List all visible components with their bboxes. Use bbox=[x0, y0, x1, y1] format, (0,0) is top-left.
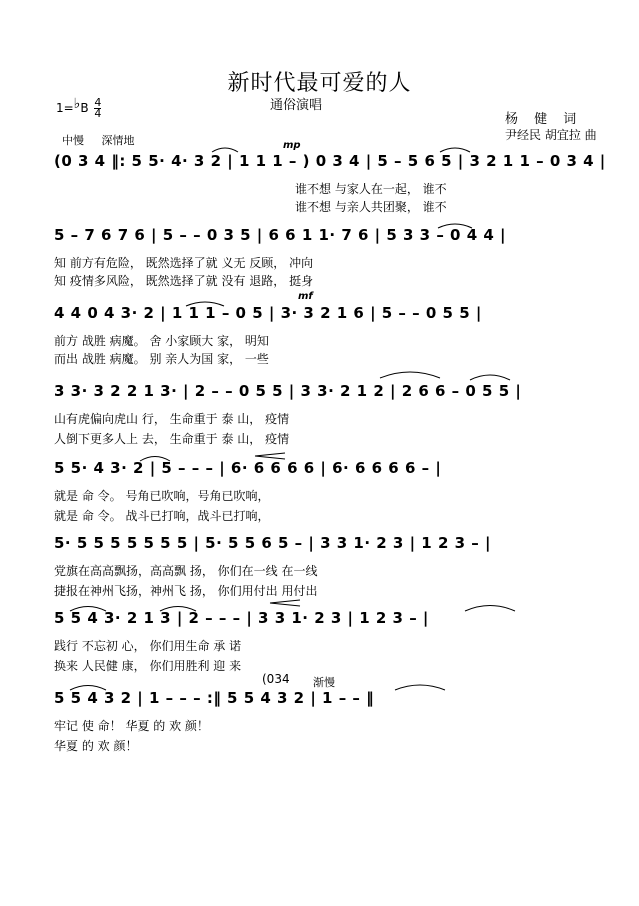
lyric-row-1-verse-2: 谁不想 与亲人共团聚， 谁不 bbox=[295, 200, 447, 214]
lyric-row-8-verse-2: 华夏 的 欢 颜！ bbox=[54, 739, 138, 753]
hairpin-row-4b bbox=[255, 456, 285, 459]
time-top: 4 bbox=[94, 96, 102, 109]
expression-text: 深情地 bbox=[101, 134, 135, 147]
slur-row-4 bbox=[380, 372, 440, 378]
hairpin-row-6b bbox=[270, 603, 300, 606]
lyric-row-1-verse-1: 谁不想 与家人在一起， 谁不 bbox=[295, 182, 447, 196]
tempo-text: 中慢 bbox=[62, 134, 84, 147]
notation-row-5: 5 5· 4 3· 2 | 5 – – – | 6· 6 6 6 6 | 6· 6 6 6 6 – | bbox=[54, 459, 442, 477]
lyric-row-2-verse-2: 知 疫情多风险， 既然选择了就 没有 退路， 挺身 bbox=[54, 274, 314, 288]
flat-symbol: ♭ bbox=[73, 96, 81, 112]
lyric-row-7-verse-2: 换来 人民健 康， 你们用胜利 迎 来 bbox=[54, 659, 242, 673]
slur-row-7 bbox=[70, 607, 106, 612]
lyric-row-7-verse-1: 践行 不忘初 心， 你们用生命 承 诺 bbox=[54, 639, 242, 653]
key-prefix: 1= bbox=[56, 101, 74, 115]
slur-row-4b bbox=[470, 375, 510, 380]
lyric-row-3-verse-1: 前方 战胜 病魔。 舍 小家顾大 家， 明知 bbox=[54, 334, 269, 348]
dynamic-mark-mf: mf bbox=[298, 291, 313, 302]
tempo-change-marking: 渐慢 bbox=[313, 676, 335, 689]
slur-row-2 bbox=[438, 224, 472, 228]
lyric-row-6-verse-2: 捷报在神州飞扬，神州飞 扬， 你们用付出 用付出 bbox=[54, 584, 318, 598]
notation-row-7: 5 5 4 3· 2 1 3 | 2 – – – | 3 3 1· 2 3 | 1 2 3 – | bbox=[54, 609, 429, 627]
notation-row-8: 5 5 4 3 2 | 1 – – – :‖ 5 5 4 3 2 | 1 – – ‖ bbox=[54, 689, 375, 707]
lyric-row-4-verse-2: 人倒下更多人上 去， 生命重于 泰 山， 疫情 bbox=[54, 432, 290, 446]
slur-row-3 bbox=[186, 302, 224, 306]
slur-row-8 bbox=[70, 686, 106, 691]
lyric-row-5-verse-2: 就是 命 令。 战斗已打响，战斗已打响， bbox=[54, 509, 270, 523]
notation-row-2: 5 – 7 6 7 6 | 5 – – 0 3 5 | 6 6 1 1· 7 6 | 5 3 3 – 0 4 4 | bbox=[54, 226, 507, 244]
notation-row-4: 3 3· 3 2 2 1 3· | 2 – – 0 5 5 | 3 3· 2 1 2 | 2 6 6 – 0 5 5 | bbox=[54, 382, 522, 400]
lyric-row-6-verse-1: 党旗在高高飘扬，高高飘 扬， 你们在一线 在一线 bbox=[54, 564, 318, 578]
notation-row-6: 5· 5 5 5 5 5 5 5 | 5· 5 5 6 5 – | 3 3 1· 2 3 | 1 2 3 – | bbox=[54, 534, 491, 552]
lyric-row-3-verse-2: 而出 战胜 病魔。 别 亲人为国 家， 一些 bbox=[54, 352, 269, 366]
lyricist-credit: 杨 健 词 bbox=[505, 112, 583, 127]
notation-row-3: 4 4 0 4 3· 2 | 1 1 1 – 0 5 | 3· 3 2 1 6 | 5 – – 0 5 5 | bbox=[54, 304, 482, 322]
hairpin-row-6 bbox=[270, 600, 300, 603]
slur-row-5 bbox=[140, 457, 170, 462]
slur-row-7c bbox=[465, 606, 515, 612]
song-title: 新时代最可爱的人 bbox=[227, 71, 412, 96]
slur-row-1 bbox=[212, 148, 238, 152]
composer-credit: 尹经民 胡宜拉 曲 bbox=[505, 128, 597, 142]
performance-style: 通俗演唱 bbox=[270, 98, 323, 113]
slur-row-8b bbox=[395, 685, 445, 690]
lyric-row-2-verse-1: 知 前方有危险， 既然选择了就 义无 反顾， 冲向 bbox=[54, 256, 314, 270]
dynamic-mark-mp: mp bbox=[283, 140, 301, 151]
coda-pickup: (034 bbox=[262, 672, 290, 686]
slur-row-1b bbox=[440, 148, 470, 152]
hairpin-row-4 bbox=[255, 453, 285, 456]
key-note: B bbox=[80, 101, 89, 115]
lyric-row-8-verse-1: 牢记 使 命！ 华夏 的 欢 颜！ bbox=[54, 719, 209, 733]
slur-row-7b bbox=[160, 607, 196, 612]
lyric-row-5-verse-1: 就是 命 令。 号角已吹响，号角已吹响， bbox=[54, 489, 270, 503]
lyric-row-4-verse-1: 山有虎偏向虎山 行， 生命重于 泰 山， 疫情 bbox=[54, 412, 290, 426]
time-bottom: 4 bbox=[94, 107, 102, 120]
notation-row-1: (0 3 4 ‖: 5 5· 4· 3 2 | 1 1 1 – ) 0 3 4 | 5 – 5 6 5 | 3 2 1 1 – 0 3 4 | bbox=[54, 152, 606, 170]
